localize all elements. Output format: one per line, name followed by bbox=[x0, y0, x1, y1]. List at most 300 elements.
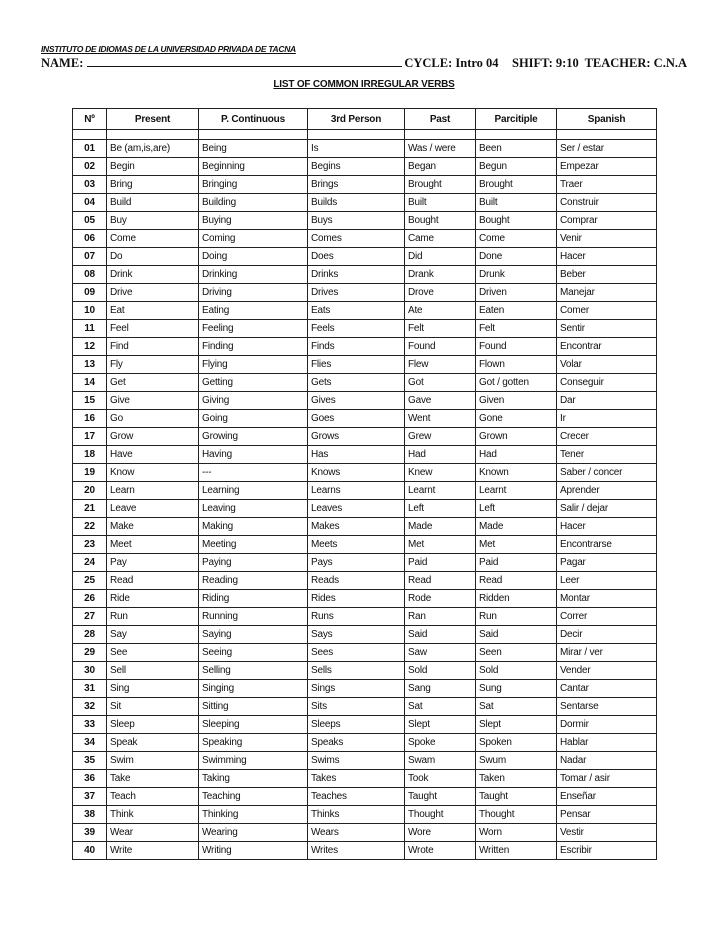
verb-participle: Taken bbox=[476, 770, 557, 788]
verb-past: Began bbox=[405, 158, 476, 176]
verb-number: 06 bbox=[73, 230, 107, 248]
verb-spanish: Ser / estar bbox=[557, 140, 657, 158]
verb-3rd-person: Brings bbox=[308, 176, 405, 194]
verb-number: 22 bbox=[73, 518, 107, 536]
verb-number: 28 bbox=[73, 626, 107, 644]
column-header-spanish: Spanish bbox=[557, 109, 657, 130]
verb-present: Sell bbox=[107, 662, 199, 680]
verb-spanish: Enseñar bbox=[557, 788, 657, 806]
verb-spanish: Traer bbox=[557, 176, 657, 194]
table-row bbox=[73, 788, 657, 806]
verb-3rd-person: Grows bbox=[308, 428, 405, 446]
verb-present: Grow bbox=[107, 428, 199, 446]
verb-p-continuous: Coming bbox=[199, 230, 308, 248]
verb-present: Sleep bbox=[107, 716, 199, 734]
table-row bbox=[73, 194, 657, 212]
verb-present: Bring bbox=[107, 176, 199, 194]
verb-3rd-person: Makes bbox=[308, 518, 405, 536]
verb-3rd-person: Gives bbox=[308, 392, 405, 410]
verb-present: Learn bbox=[107, 482, 199, 500]
verb-participle: Made bbox=[476, 518, 557, 536]
verb-p-continuous: --- bbox=[199, 464, 308, 482]
table-row bbox=[73, 140, 657, 158]
verb-spanish: Aprender bbox=[557, 482, 657, 500]
verb-participle: Got / gotten bbox=[476, 374, 557, 392]
verb-number: 39 bbox=[73, 824, 107, 842]
verb-3rd-person: Begins bbox=[308, 158, 405, 176]
verb-past: Felt bbox=[405, 320, 476, 338]
verb-3rd-person: Eats bbox=[308, 302, 405, 320]
verb-number: 38 bbox=[73, 806, 107, 824]
verb-past: Ran bbox=[405, 608, 476, 626]
verb-present: Sing bbox=[107, 680, 199, 698]
verb-number: 04 bbox=[73, 194, 107, 212]
verb-p-continuous: Writing bbox=[199, 842, 308, 860]
verb-p-continuous: Seeing bbox=[199, 644, 308, 662]
column-header-past: Past bbox=[405, 109, 476, 130]
verb-spanish: Conseguir bbox=[557, 374, 657, 392]
verb-spanish: Cantar bbox=[557, 680, 657, 698]
verb-spanish: Encontrarse bbox=[557, 536, 657, 554]
irregular-verbs-table bbox=[72, 108, 657, 860]
verb-p-continuous: Leaving bbox=[199, 500, 308, 518]
verb-present: Leave bbox=[107, 500, 199, 518]
verb-p-continuous: Buying bbox=[199, 212, 308, 230]
verb-p-continuous: Beginning bbox=[199, 158, 308, 176]
verb-present: See bbox=[107, 644, 199, 662]
verb-past: Got bbox=[405, 374, 476, 392]
column-header-participle: Parcitiple bbox=[476, 109, 557, 130]
verb-present: Drive bbox=[107, 284, 199, 302]
verb-number: 11 bbox=[73, 320, 107, 338]
verb-spanish: Leer bbox=[557, 572, 657, 590]
verb-participle: Bought bbox=[476, 212, 557, 230]
verb-number: 03 bbox=[73, 176, 107, 194]
table-row bbox=[73, 212, 657, 230]
institute-name: INSTITUTO DE IDIOMAS DE LA UNIVERSIDAD PRIVADA DE TACNA bbox=[41, 44, 296, 54]
verb-p-continuous: Speaking bbox=[199, 734, 308, 752]
verb-participle: Felt bbox=[476, 320, 557, 338]
verb-past: Wore bbox=[405, 824, 476, 842]
verb-p-continuous: Sleeping bbox=[199, 716, 308, 734]
verb-3rd-person: Finds bbox=[308, 338, 405, 356]
verb-present: Do bbox=[107, 248, 199, 266]
verb-present: Get bbox=[107, 374, 199, 392]
verb-past: Drove bbox=[405, 284, 476, 302]
table-row bbox=[73, 554, 657, 572]
verb-past: Read bbox=[405, 572, 476, 590]
verb-spanish: Hacer bbox=[557, 248, 657, 266]
verb-present: Read bbox=[107, 572, 199, 590]
verb-past: Found bbox=[405, 338, 476, 356]
verb-past: Learnt bbox=[405, 482, 476, 500]
verb-number: 23 bbox=[73, 536, 107, 554]
verb-present: Sit bbox=[107, 698, 199, 716]
verb-participle: Learnt bbox=[476, 482, 557, 500]
verb-p-continuous: Giving bbox=[199, 392, 308, 410]
verb-past: Sold bbox=[405, 662, 476, 680]
column-header-p-continuous: P. Continuous bbox=[199, 109, 308, 130]
verb-participle: Left bbox=[476, 500, 557, 518]
verb-present: Give bbox=[107, 392, 199, 410]
verb-past: Swam bbox=[405, 752, 476, 770]
table-header-row bbox=[73, 109, 657, 130]
table-row bbox=[73, 626, 657, 644]
verb-spanish: Ir bbox=[557, 410, 657, 428]
verb-present: Swim bbox=[107, 752, 199, 770]
verb-past: Built bbox=[405, 194, 476, 212]
verb-p-continuous: Going bbox=[199, 410, 308, 428]
verb-participle: Taught bbox=[476, 788, 557, 806]
verb-number: 19 bbox=[73, 464, 107, 482]
verb-p-continuous: Building bbox=[199, 194, 308, 212]
verb-past: Met bbox=[405, 536, 476, 554]
table-row bbox=[73, 446, 657, 464]
verb-present: Fly bbox=[107, 356, 199, 374]
verb-p-continuous: Wearing bbox=[199, 824, 308, 842]
verb-p-continuous: Swimming bbox=[199, 752, 308, 770]
verb-past: Saw bbox=[405, 644, 476, 662]
verb-present: Come bbox=[107, 230, 199, 248]
verb-participle: Grown bbox=[476, 428, 557, 446]
table-row bbox=[73, 590, 657, 608]
verb-past: Left bbox=[405, 500, 476, 518]
verb-p-continuous: Singing bbox=[199, 680, 308, 698]
verb-p-continuous: Feeling bbox=[199, 320, 308, 338]
verb-number: 26 bbox=[73, 590, 107, 608]
verb-past: Went bbox=[405, 410, 476, 428]
verb-past: Thought bbox=[405, 806, 476, 824]
verb-3rd-person: Rides bbox=[308, 590, 405, 608]
verb-past: Ate bbox=[405, 302, 476, 320]
verb-number: 05 bbox=[73, 212, 107, 230]
verb-participle: Begun bbox=[476, 158, 557, 176]
verb-participle: Sold bbox=[476, 662, 557, 680]
verb-spanish: Mirar / ver bbox=[557, 644, 657, 662]
verb-3rd-person: Sells bbox=[308, 662, 405, 680]
verb-participle: Eaten bbox=[476, 302, 557, 320]
verb-participle: Written bbox=[476, 842, 557, 860]
verb-p-continuous: Thinking bbox=[199, 806, 308, 824]
verb-past: Grew bbox=[405, 428, 476, 446]
verb-present: Buy bbox=[107, 212, 199, 230]
verb-past: Sang bbox=[405, 680, 476, 698]
verb-past: Gave bbox=[405, 392, 476, 410]
verb-spanish: Comprar bbox=[557, 212, 657, 230]
verb-participle: Found bbox=[476, 338, 557, 356]
verb-participle: Sung bbox=[476, 680, 557, 698]
teacher-info: TEACHER: C.N.A bbox=[584, 56, 687, 70]
spacer-row bbox=[73, 130, 657, 140]
column-header-present: Present bbox=[107, 109, 199, 130]
verb-participle: Had bbox=[476, 446, 557, 464]
verb-number: 16 bbox=[73, 410, 107, 428]
verb-participle: Known bbox=[476, 464, 557, 482]
verb-present: Wear bbox=[107, 824, 199, 842]
verb-number: 31 bbox=[73, 680, 107, 698]
verb-present: Begin bbox=[107, 158, 199, 176]
verb-spanish: Comer bbox=[557, 302, 657, 320]
table-row bbox=[73, 176, 657, 194]
table-row bbox=[73, 284, 657, 302]
verb-past: Slept bbox=[405, 716, 476, 734]
verb-present: Ride bbox=[107, 590, 199, 608]
verb-number: 20 bbox=[73, 482, 107, 500]
verb-spanish: Beber bbox=[557, 266, 657, 284]
verb-spanish: Decir bbox=[557, 626, 657, 644]
verb-spanish: Dar bbox=[557, 392, 657, 410]
name-blank-line bbox=[87, 56, 402, 67]
verb-number: 10 bbox=[73, 302, 107, 320]
verb-spanish: Montar bbox=[557, 590, 657, 608]
verb-participle: Sat bbox=[476, 698, 557, 716]
verb-past: Brought bbox=[405, 176, 476, 194]
table-row bbox=[73, 824, 657, 842]
table-row bbox=[73, 572, 657, 590]
verb-number: 17 bbox=[73, 428, 107, 446]
verb-number: 25 bbox=[73, 572, 107, 590]
verb-3rd-person: Teaches bbox=[308, 788, 405, 806]
verb-number: 24 bbox=[73, 554, 107, 572]
verb-number: 15 bbox=[73, 392, 107, 410]
table-row bbox=[73, 662, 657, 680]
verb-present: Take bbox=[107, 770, 199, 788]
verb-3rd-person: Speaks bbox=[308, 734, 405, 752]
verb-p-continuous: Running bbox=[199, 608, 308, 626]
verb-participle: Driven bbox=[476, 284, 557, 302]
verb-spanish: Escribir bbox=[557, 842, 657, 860]
verb-3rd-person: Meets bbox=[308, 536, 405, 554]
verb-spanish: Venir bbox=[557, 230, 657, 248]
table-row bbox=[73, 356, 657, 374]
verb-past: Bought bbox=[405, 212, 476, 230]
verb-spanish: Hacer bbox=[557, 518, 657, 536]
verb-past: Did bbox=[405, 248, 476, 266]
verb-3rd-person: Comes bbox=[308, 230, 405, 248]
verb-present: Know bbox=[107, 464, 199, 482]
verb-spanish: Tomar / asir bbox=[557, 770, 657, 788]
verb-3rd-person: Sings bbox=[308, 680, 405, 698]
table-row bbox=[73, 716, 657, 734]
verb-past: Took bbox=[405, 770, 476, 788]
verb-participle: Seen bbox=[476, 644, 557, 662]
verb-p-continuous: Meeting bbox=[199, 536, 308, 554]
verb-participle: Ridden bbox=[476, 590, 557, 608]
table-row bbox=[73, 338, 657, 356]
verb-p-continuous: Growing bbox=[199, 428, 308, 446]
table-row bbox=[73, 464, 657, 482]
verb-participle: Swum bbox=[476, 752, 557, 770]
table-row bbox=[73, 842, 657, 860]
table-row bbox=[73, 752, 657, 770]
table-row bbox=[73, 248, 657, 266]
verb-spanish: Volar bbox=[557, 356, 657, 374]
verb-number: 09 bbox=[73, 284, 107, 302]
verb-past: Was / were bbox=[405, 140, 476, 158]
verb-3rd-person: Gets bbox=[308, 374, 405, 392]
verb-3rd-person: Sleeps bbox=[308, 716, 405, 734]
verb-present: Drink bbox=[107, 266, 199, 284]
verb-past: Sat bbox=[405, 698, 476, 716]
column-header-number: Nº bbox=[73, 109, 107, 130]
verb-spanish: Pensar bbox=[557, 806, 657, 824]
table-row bbox=[73, 698, 657, 716]
verb-3rd-person: Is bbox=[308, 140, 405, 158]
verb-spanish: Dormir bbox=[557, 716, 657, 734]
verb-past: Said bbox=[405, 626, 476, 644]
verb-p-continuous: Paying bbox=[199, 554, 308, 572]
verb-spanish: Sentir bbox=[557, 320, 657, 338]
table-row bbox=[73, 806, 657, 824]
table-row bbox=[73, 644, 657, 662]
verb-present: Have bbox=[107, 446, 199, 464]
verb-3rd-person: Drives bbox=[308, 284, 405, 302]
table-row bbox=[73, 500, 657, 518]
verb-participle: Gone bbox=[476, 410, 557, 428]
table-row bbox=[73, 320, 657, 338]
verb-number: 02 bbox=[73, 158, 107, 176]
verb-spanish: Saber / concer bbox=[557, 464, 657, 482]
verb-3rd-person: Has bbox=[308, 446, 405, 464]
verb-3rd-person: Builds bbox=[308, 194, 405, 212]
verb-spanish: Construir bbox=[557, 194, 657, 212]
verb-spanish: Empezar bbox=[557, 158, 657, 176]
shift-info: SHIFT: 9:10 bbox=[512, 56, 579, 70]
verb-number: 29 bbox=[73, 644, 107, 662]
verb-number: 30 bbox=[73, 662, 107, 680]
verb-spanish: Sentarse bbox=[557, 698, 657, 716]
verb-p-continuous: Doing bbox=[199, 248, 308, 266]
document-title: LIST OF COMMON IRREGULAR VERBS bbox=[273, 79, 455, 90]
table-row bbox=[73, 608, 657, 626]
verb-p-continuous: Teaching bbox=[199, 788, 308, 806]
verb-past: Taught bbox=[405, 788, 476, 806]
verb-present: Speak bbox=[107, 734, 199, 752]
verb-p-continuous: Flying bbox=[199, 356, 308, 374]
verb-p-continuous: Driving bbox=[199, 284, 308, 302]
verb-3rd-person: Wears bbox=[308, 824, 405, 842]
verb-number: 13 bbox=[73, 356, 107, 374]
verb-number: 07 bbox=[73, 248, 107, 266]
verb-3rd-person: Knows bbox=[308, 464, 405, 482]
verb-3rd-person: Buys bbox=[308, 212, 405, 230]
verb-p-continuous: Making bbox=[199, 518, 308, 536]
verb-number: 14 bbox=[73, 374, 107, 392]
verb-p-continuous: Saying bbox=[199, 626, 308, 644]
verb-present: Eat bbox=[107, 302, 199, 320]
verb-present: Find bbox=[107, 338, 199, 356]
table-row bbox=[73, 482, 657, 500]
table-row bbox=[73, 734, 657, 752]
table-row bbox=[73, 374, 657, 392]
table-row bbox=[73, 518, 657, 536]
verb-3rd-person: Leaves bbox=[308, 500, 405, 518]
verb-p-continuous: Reading bbox=[199, 572, 308, 590]
verb-past: Flew bbox=[405, 356, 476, 374]
verb-past: Drank bbox=[405, 266, 476, 284]
name-label: NAME: bbox=[41, 56, 84, 70]
verb-present: Go bbox=[107, 410, 199, 428]
verb-past: Came bbox=[405, 230, 476, 248]
verb-number: 01 bbox=[73, 140, 107, 158]
verb-p-continuous: Getting bbox=[199, 374, 308, 392]
verb-present: Write bbox=[107, 842, 199, 860]
verb-participle: Given bbox=[476, 392, 557, 410]
table-row bbox=[73, 302, 657, 320]
verb-number: 32 bbox=[73, 698, 107, 716]
verb-number: 21 bbox=[73, 500, 107, 518]
verb-3rd-person: Sits bbox=[308, 698, 405, 716]
table-row bbox=[73, 428, 657, 446]
verb-participle: Worn bbox=[476, 824, 557, 842]
verb-3rd-person: Drinks bbox=[308, 266, 405, 284]
verb-3rd-person: Feels bbox=[308, 320, 405, 338]
verb-number: 35 bbox=[73, 752, 107, 770]
verb-3rd-person: Says bbox=[308, 626, 405, 644]
student-header bbox=[41, 56, 687, 71]
verb-present: Teach bbox=[107, 788, 199, 806]
verb-participle: Slept bbox=[476, 716, 557, 734]
verb-spanish: Vender bbox=[557, 662, 657, 680]
verb-spanish: Encontrar bbox=[557, 338, 657, 356]
verb-participle: Come bbox=[476, 230, 557, 248]
verb-number: 12 bbox=[73, 338, 107, 356]
verb-p-continuous: Taking bbox=[199, 770, 308, 788]
table-row bbox=[73, 536, 657, 554]
verb-participle: Read bbox=[476, 572, 557, 590]
verb-spanish: Manejar bbox=[557, 284, 657, 302]
verb-number: 36 bbox=[73, 770, 107, 788]
verb-number: 40 bbox=[73, 842, 107, 860]
verb-3rd-person: Flies bbox=[308, 356, 405, 374]
verb-3rd-person: Pays bbox=[308, 554, 405, 572]
verb-3rd-person: Sees bbox=[308, 644, 405, 662]
verb-participle: Been bbox=[476, 140, 557, 158]
cycle-info: CYCLE: Intro 04 bbox=[404, 56, 499, 70]
verb-p-continuous: Having bbox=[199, 446, 308, 464]
verb-3rd-person: Does bbox=[308, 248, 405, 266]
verb-past: Paid bbox=[405, 554, 476, 572]
verb-present: Run bbox=[107, 608, 199, 626]
table-row bbox=[73, 230, 657, 248]
verb-present: Feel bbox=[107, 320, 199, 338]
verb-number: 27 bbox=[73, 608, 107, 626]
verb-past: Wrote bbox=[405, 842, 476, 860]
verb-p-continuous: Being bbox=[199, 140, 308, 158]
verb-spanish: Vestir bbox=[557, 824, 657, 842]
verb-number: 18 bbox=[73, 446, 107, 464]
verb-past: Spoke bbox=[405, 734, 476, 752]
verb-3rd-person: Takes bbox=[308, 770, 405, 788]
verb-participle: Said bbox=[476, 626, 557, 644]
verb-3rd-person: Learns bbox=[308, 482, 405, 500]
verb-participle: Brought bbox=[476, 176, 557, 194]
verb-number: 08 bbox=[73, 266, 107, 284]
table-row bbox=[73, 392, 657, 410]
table-row bbox=[73, 680, 657, 698]
verb-spanish: Tener bbox=[557, 446, 657, 464]
verb-p-continuous: Learning bbox=[199, 482, 308, 500]
verb-participle: Thought bbox=[476, 806, 557, 824]
verb-participle: Run bbox=[476, 608, 557, 626]
verb-p-continuous: Bringing bbox=[199, 176, 308, 194]
table-row bbox=[73, 410, 657, 428]
verb-3rd-person: Runs bbox=[308, 608, 405, 626]
verb-participle: Built bbox=[476, 194, 557, 212]
verb-number: 34 bbox=[73, 734, 107, 752]
verb-p-continuous: Drinking bbox=[199, 266, 308, 284]
table-row bbox=[73, 266, 657, 284]
